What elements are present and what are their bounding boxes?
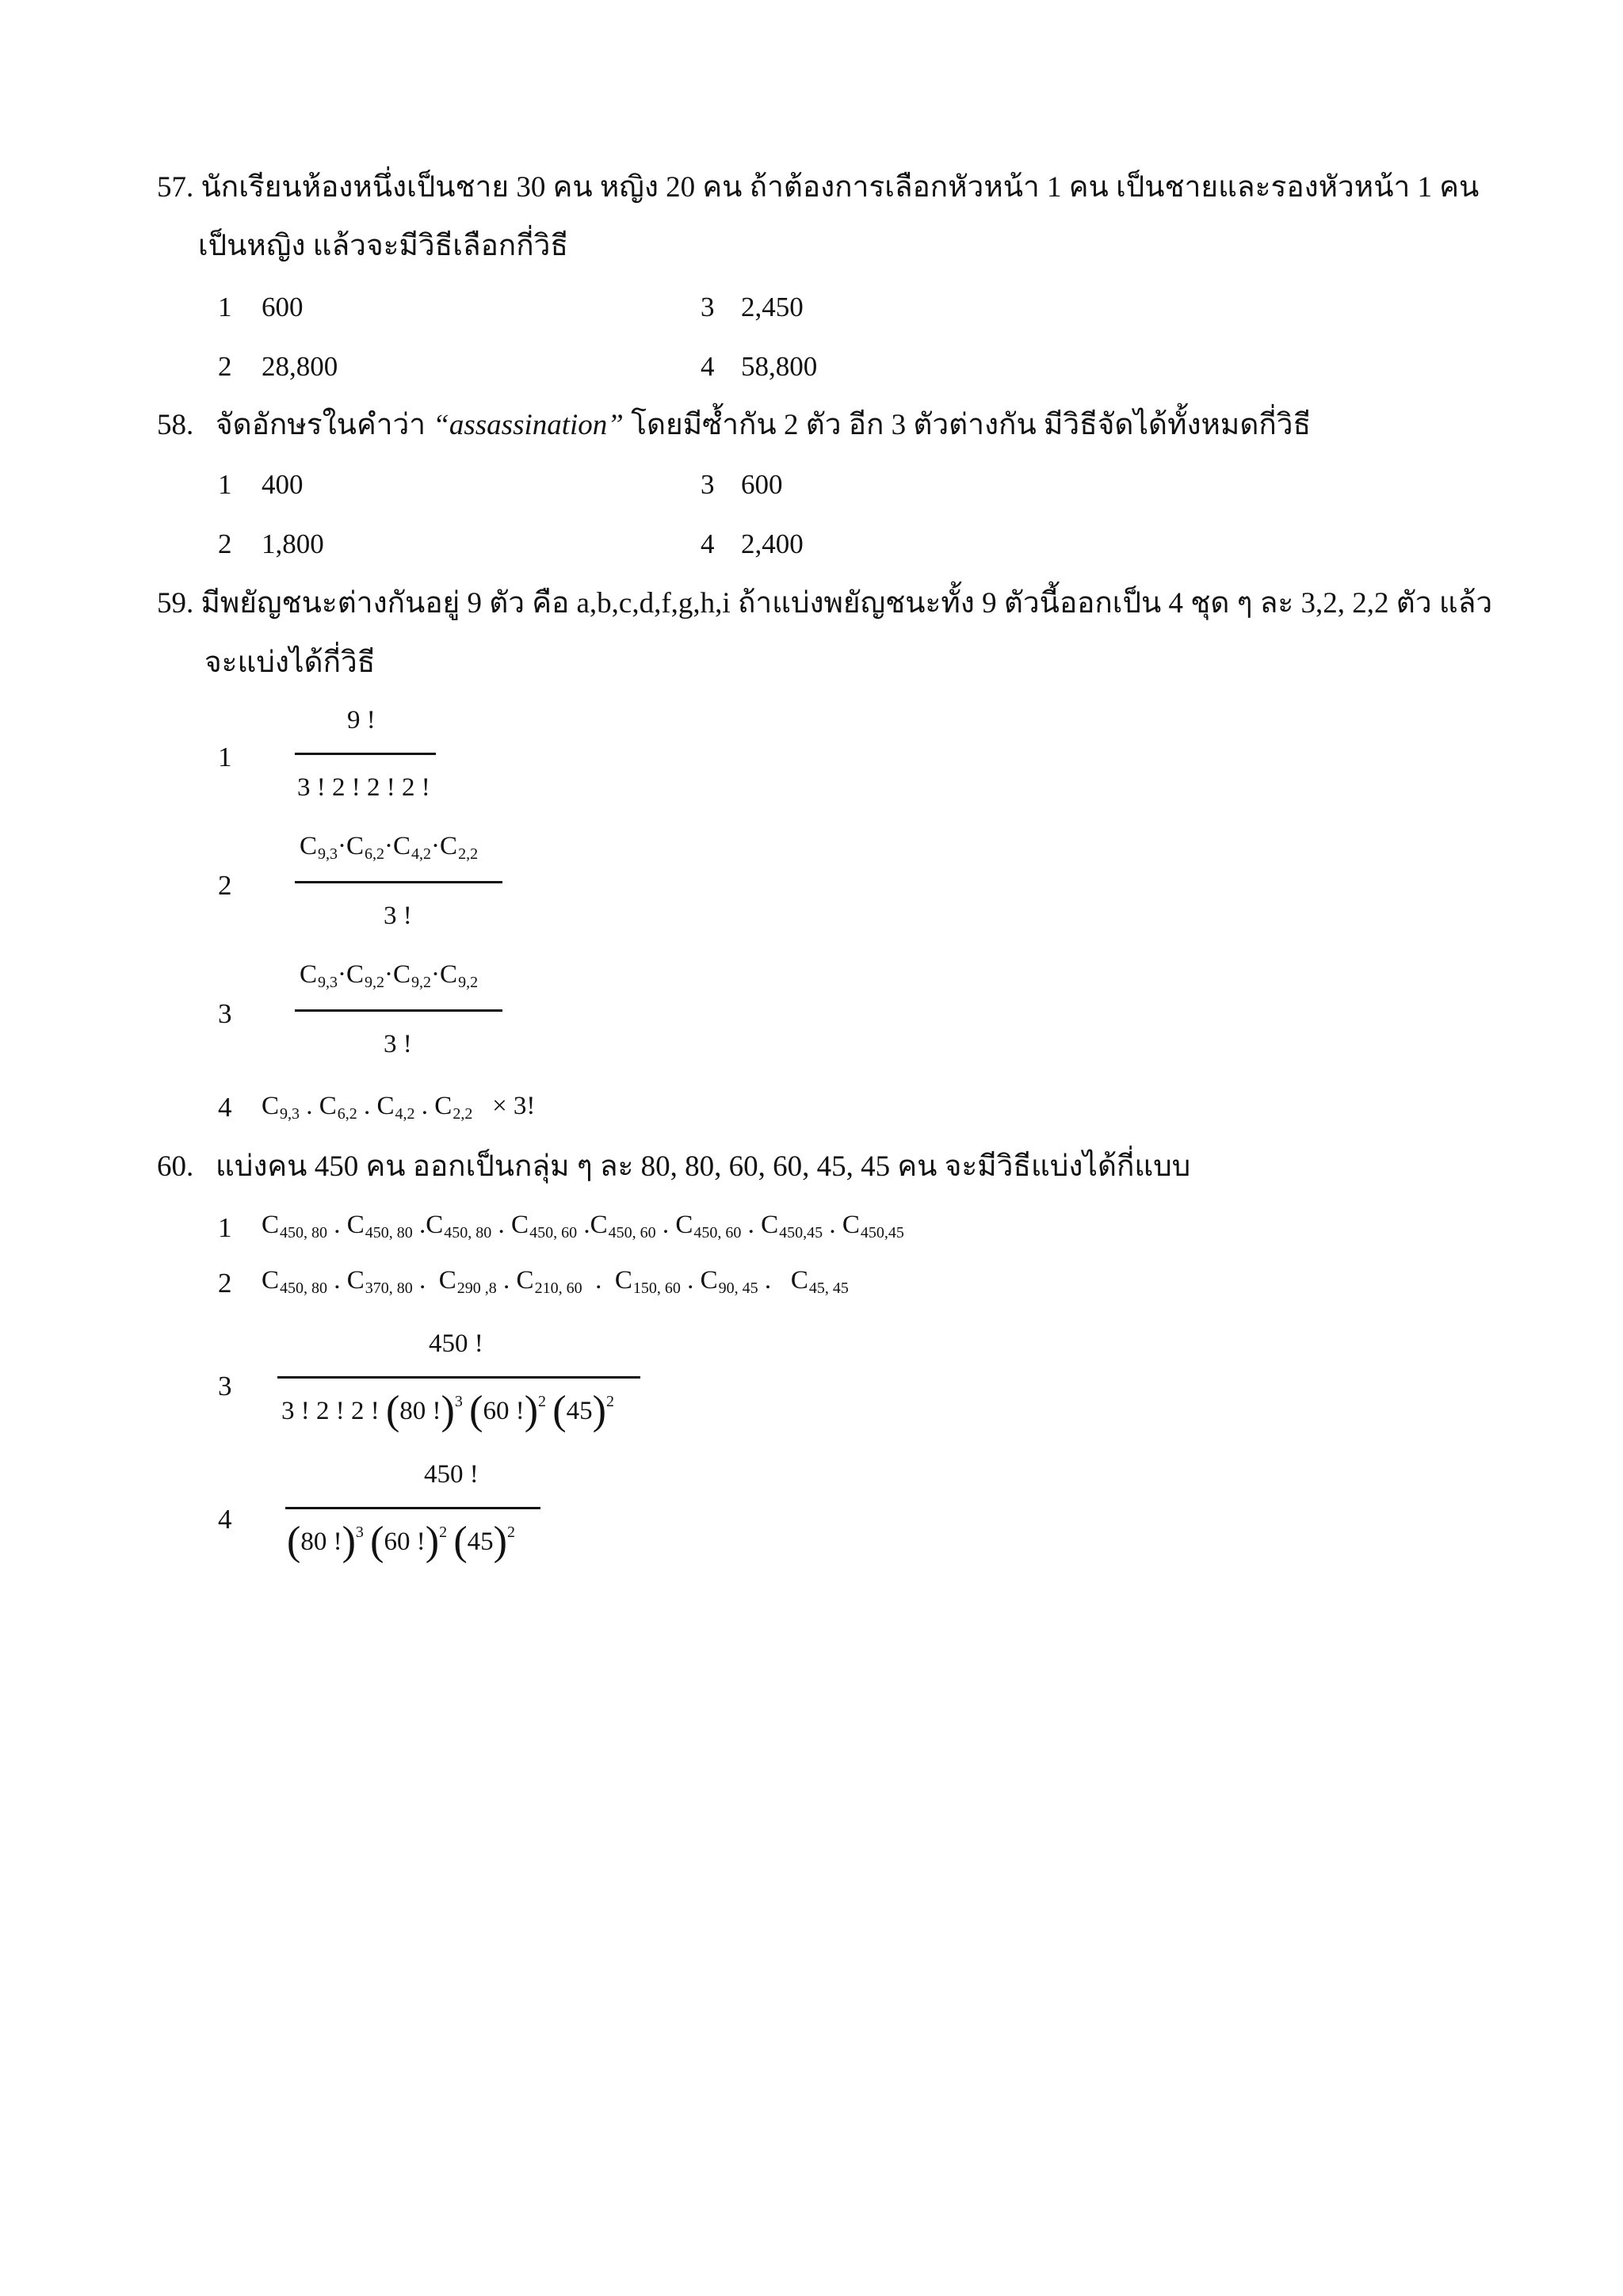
q58-line (157, 410, 1311, 440)
q59-opt3-c4-sub: 9,2 (458, 974, 479, 991)
c-letter: C (393, 960, 411, 989)
q59-opt2-c3-sub: 4,2 (411, 845, 432, 863)
c-letter: C (319, 1092, 337, 1120)
q60-opt2-expression: $C_{450, 80}$ . $C_{370, 80}$ . $C_{290 ,8}$ . $C_{210, 60}$ . $C_{150, 60}$ . $C_{90, 45}$ . $C_{45, 45}$ (262, 1266, 849, 1297)
q60-opt4-denominator: (80 !)$^3$ (60 !)$^2$ $(45)^2$ (287, 1519, 515, 1564)
q59-opt3-fraction-bar (295, 1009, 502, 1012)
q57-option-3-num: 3 (701, 292, 715, 322)
q59-opt2-c1-sub: 9,3 (318, 845, 338, 863)
q59-opt2-fraction-bar (295, 881, 502, 883)
q59-opt2-c4-sub: 2,2 (458, 845, 479, 863)
q58-option-2-num: 2 (218, 528, 232, 559)
q58-option-1-value: 400 (262, 469, 304, 500)
q59-opt3-c3-sub: 9,2 (411, 974, 432, 991)
q59-opt4-c1-sub: 9,3 (280, 1105, 300, 1123)
q58-option-3-num: 3 (701, 469, 715, 500)
q59-opt4-expression: $C_{9,3}$ . $C_{6,2}$ . $C_{4,2}$ . $C_{2,2}$ × 3! (262, 1092, 536, 1123)
q59-opt4-c3-sub: 4,2 (395, 1105, 415, 1123)
q58-option-2-value: 1,800 (262, 528, 324, 559)
c-letter: C (434, 1092, 453, 1120)
q60-option-2-num: 2 (218, 1268, 232, 1299)
q57-option-3-value: 2,450 (741, 292, 804, 322)
q57-option-2-value: 28,800 (262, 351, 338, 382)
c-letter: C (393, 832, 411, 860)
c-letter: C (300, 832, 318, 860)
q59-option-1-num: 1 (218, 742, 232, 772)
q60-option-4-num: 4 (218, 1504, 232, 1535)
q59-option-2-num: 2 (218, 870, 232, 901)
q59-opt2-c2-sub: 6,2 (365, 845, 385, 863)
q57-option-2-num: 2 (218, 351, 232, 382)
q59-opt2-numerator: $C_{9,3}\cdot C_{6,2}\cdot C_{4,2}\cdot C_{2,2}$ (300, 832, 479, 863)
q59-opt3-numerator: $C_{9,3}\cdot C_{9,2}\cdot C_{9,2}\cdot C_{9,2}$ (300, 960, 479, 991)
q59-opt1-denominator: 3 ! 2 ! 2 ! 2 ! (297, 773, 430, 802)
q60-opt4-fraction-bar (285, 1507, 540, 1509)
q58-option-4-num: 4 (701, 528, 715, 559)
q58-pre: จัดอักษรในคำว่า (216, 409, 426, 441)
q57-option-4-num: 4 (701, 351, 715, 382)
q57-line1: 57. นักเรียนห้องหนึ่งเป็นชาย 30 คน หญิง 20 คน ถ้าต้องการเลือกหัวหน้า 1 คน เป็นชายและรองหัวหน้า 1 คน (157, 171, 1480, 204)
q60-text: แบ่งคน 450 คน ออกเป็นกลุ่ม ๆ ละ 80, 80, 60, 60, 45, 45 คน จะมีวิธีแบ่งได้กี่แบบ (216, 1150, 1191, 1183)
q59-opt4-c4-sub: 2,2 (453, 1105, 473, 1123)
q60-opt1-expression: $C_{450, 80}$ . $C_{450, 80}$ $.C_{450, 80}$ . $C_{450, 60}$ $.C_{450, 60}$ . $C_{450, 60}$ . $C_{450,45}$ . $C_{450,45}$ (262, 1211, 904, 1241)
q58-option-3-value: 600 (741, 469, 783, 500)
q60-opt3-numerator: 450 ! (429, 1329, 483, 1358)
q59-opt3-denominator: 3 ! (384, 1030, 412, 1058)
q58-word: “assassination” (433, 409, 624, 441)
q58-option-1-num: 1 (218, 469, 232, 500)
c-letter: C (440, 832, 458, 860)
c-letter: C (346, 960, 365, 989)
q57-line2: เป็นหญิง แล้วจะมีวิธีเลือกกี่วิธี (198, 230, 568, 262)
q60-number: 60. (157, 1150, 194, 1183)
q59-opt1-numerator: 9 ! (347, 706, 376, 734)
q57-option-4-value: 58,800 (741, 351, 818, 382)
c-letter: C (262, 1092, 280, 1120)
q58-option-4-value: 2,400 (741, 528, 804, 559)
q57-option-1-value: 600 (262, 292, 304, 322)
q60-opt3-denominator: 3 ! 2 ! 2 ! (80 !)$^3$ (60 !)$^2$ $(45)^2$ (281, 1388, 614, 1433)
q57-option-1-num: 1 (218, 292, 232, 322)
q59-opt4-c2-sub: 6,2 (337, 1105, 357, 1123)
c-letter: C (300, 960, 318, 989)
q59-opt3-c1-sub: 9,3 (318, 974, 338, 991)
q60-line (157, 1152, 1190, 1181)
q59-option-3-num: 3 (218, 998, 232, 1029)
q59-opt4-tail: × 3! (492, 1092, 536, 1120)
q60-opt4-numerator: 450 ! (424, 1460, 479, 1489)
c-letter: C (346, 832, 365, 860)
q60-option-3-num: 3 (218, 1371, 232, 1402)
q59-opt3-c2-sub: 9,2 (365, 974, 385, 991)
q59-line2: จะแบ่งได้กี่วิธี (204, 646, 376, 679)
c-letter: C (376, 1092, 395, 1120)
q60-opt3-fraction-bar (277, 1376, 640, 1379)
q58-post: โดยมีซ้ำกัน 2 ตัว อีก 3 ตัวต่างกัน มีวิธีจัดได้ทั้งหมดกี่วิธี (631, 409, 1312, 441)
q58-number: 58. (157, 409, 194, 441)
q59-line1: 59. มีพยัญชนะต่างกันอยู่ 9 ตัว คือ a,b,c,d,f,g,h,i ถ้าแบ่งพยัญชนะทั้ง 9 ตัวนี้ออกเป็น 4 ชุด ๆ ละ 3,2, 2,2 ตัว แล้ว (157, 587, 1493, 620)
c-letter: C (440, 960, 458, 989)
q59-opt1-fraction-bar (295, 753, 436, 755)
q59-opt2-denominator: 3 ! (384, 902, 412, 930)
q59-option-4-num: 4 (218, 1092, 232, 1123)
q60-option-1-num: 1 (218, 1212, 232, 1243)
